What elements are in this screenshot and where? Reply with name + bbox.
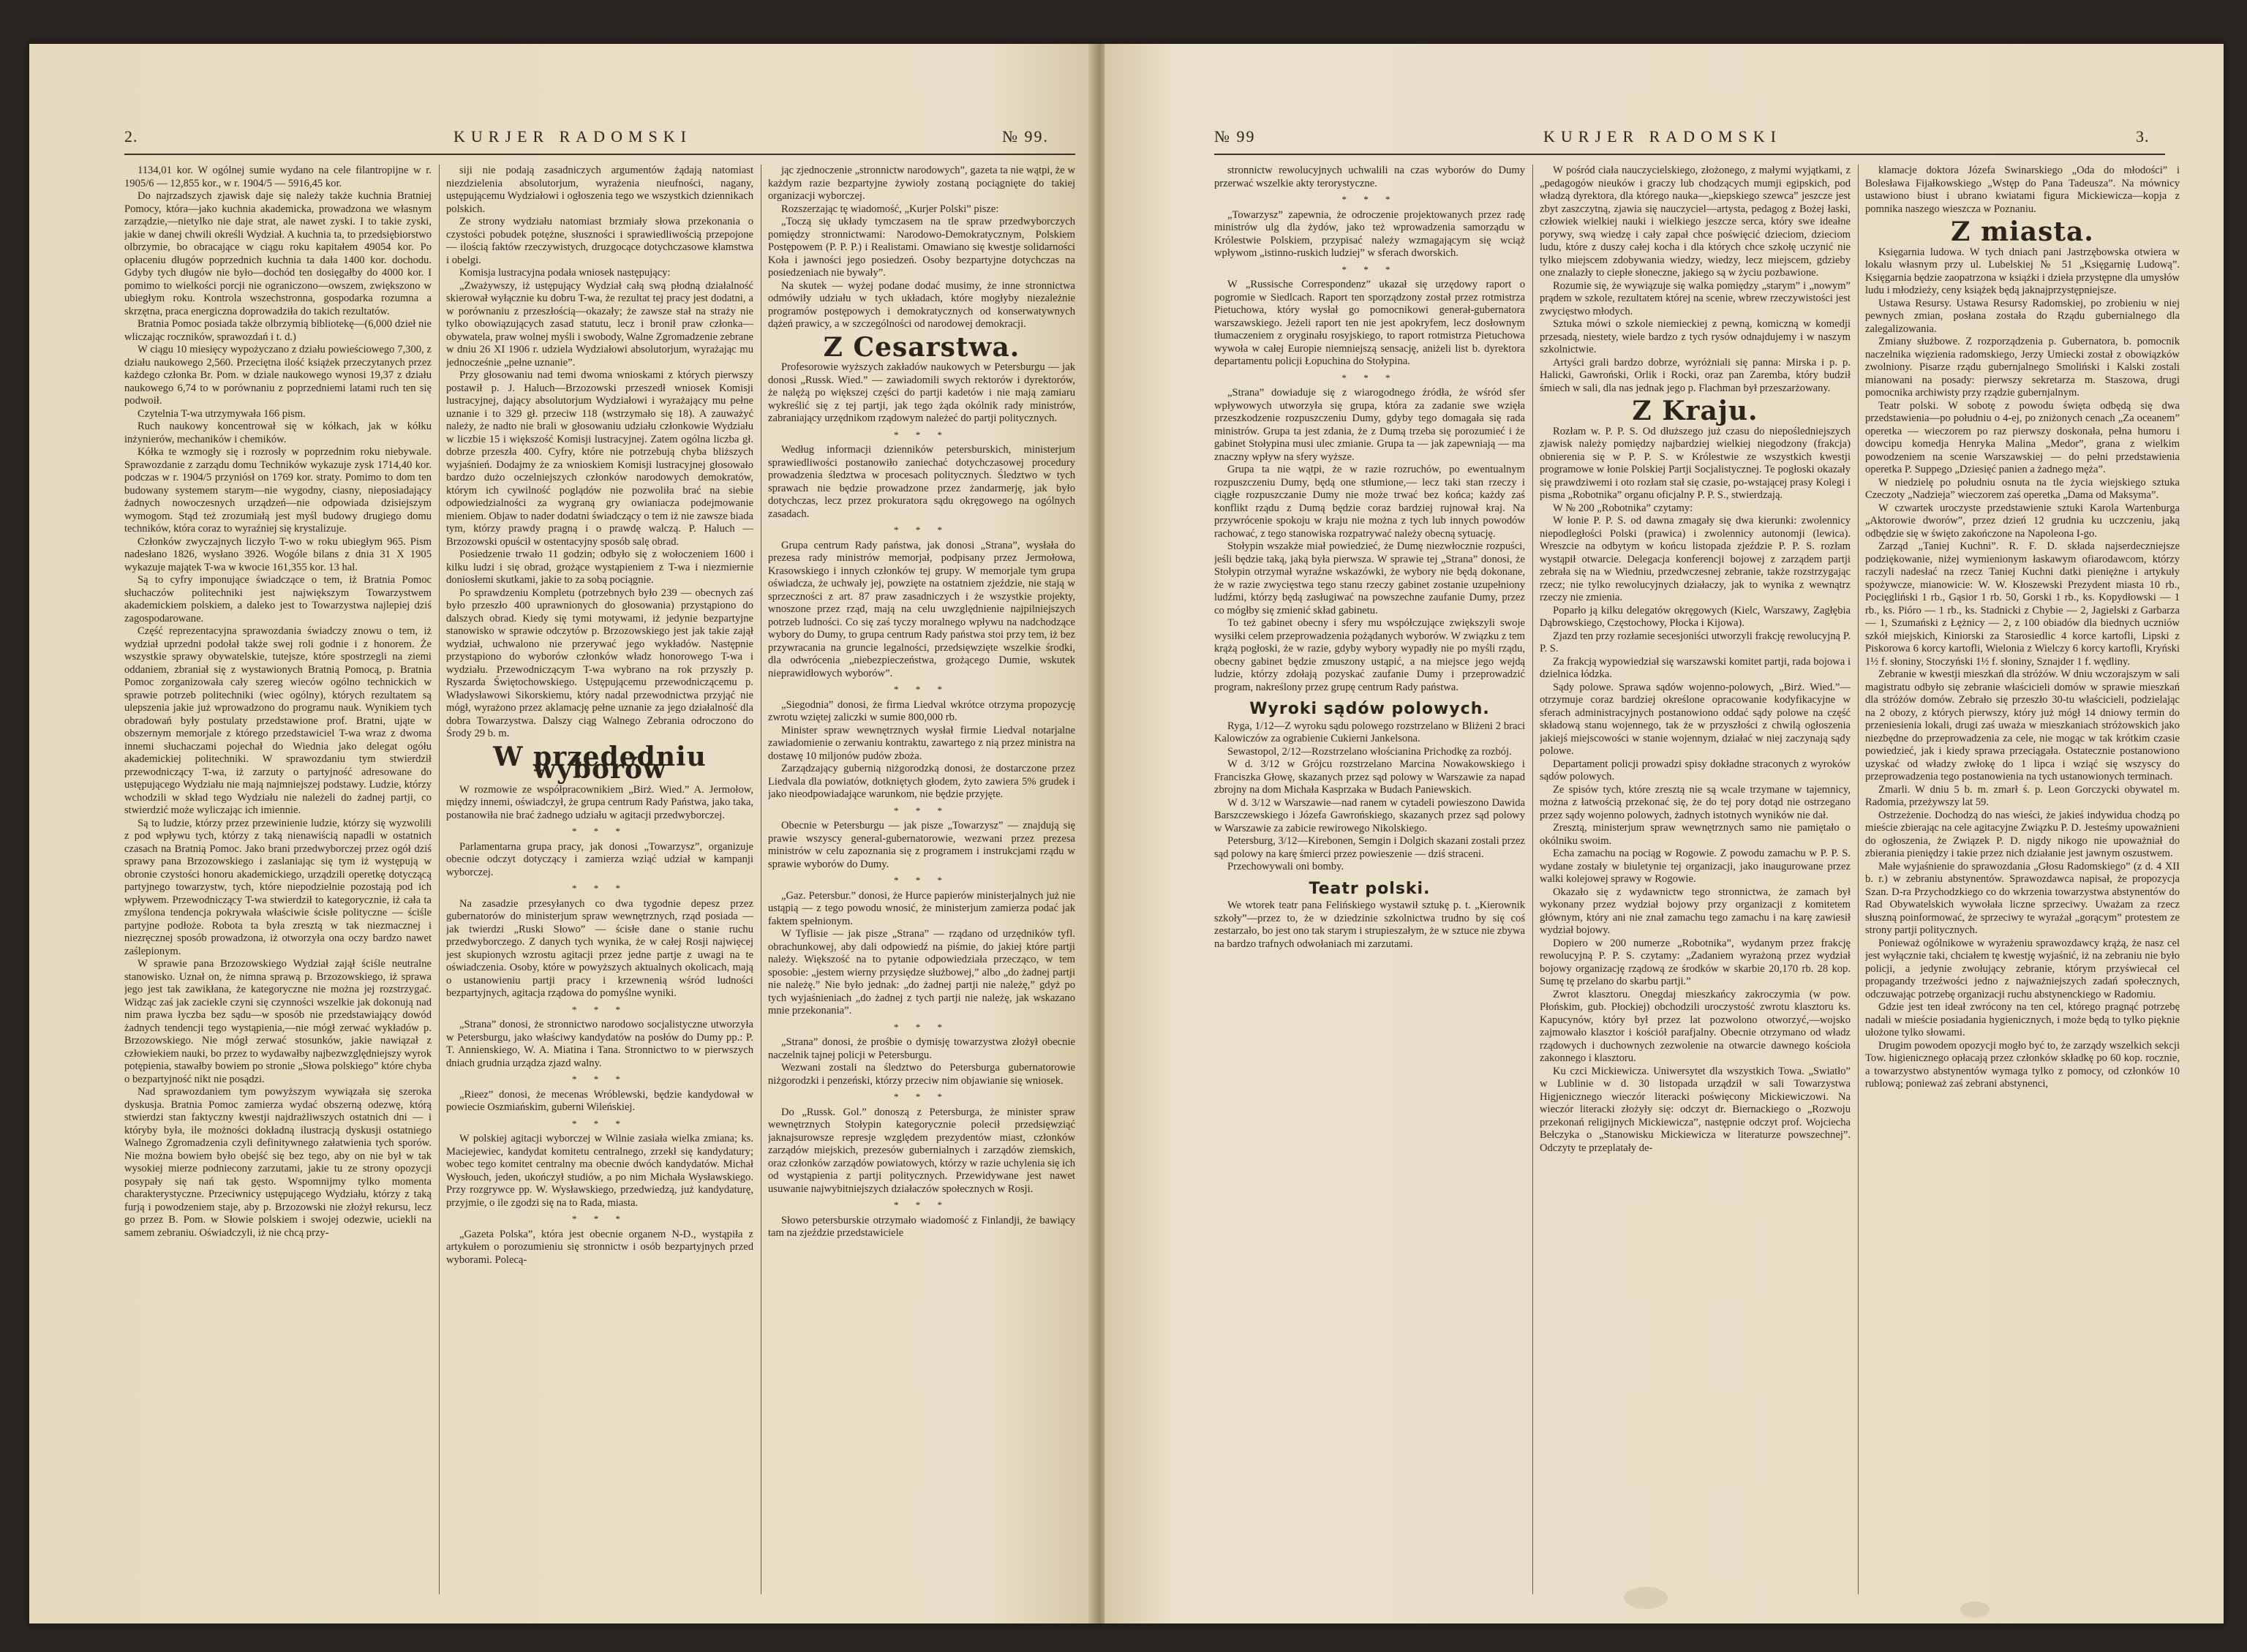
- issue-number: № 99: [1214, 127, 1256, 146]
- section-separator: * * *: [572, 1003, 628, 1015]
- article-paragraph: Profesorowie wyższych zakładów naukowych w Petersburgu — jak donosi „Russk. Wied.” — zawiadomili swych rektorów i dyrektorów, że nalężą po większej części do partji kadetów i nie mają zamiaru wykreślić się z tej partji, jak tego żąda okólnik rady ministrów, zabraniający urzędnikom rządowym należeć do partji politycznych.: [768, 361, 1075, 424]
- article-paragraph: Grupa ta nie wątpi, że w razie rozruchów, po ewentualnym rozpuszczeniu Dumy, będą one stłumione,— lecz taki stan rzeczy i ciągłe rozpuszczanie Dumy nie może trwać bez końca; każdy zaś konflikt rządu z Dumą będzie coraz bardziej rujnował kraj. Na przywrócenie spokoju w kraju nie można z tych lub innych powodów rachować, z tego stanowiska rozpatrywać należy obecną sytuację.: [1214, 464, 1525, 540]
- article-paragraph: „Gaz. Petersbur.” donosi, że Hurce papierów ministerjalnych już nie ustąpią — z tego powodu wnosić, że ministerjum zamierza podać jak faktem spełnionym.: [768, 889, 1075, 927]
- article-paragraph: W rozmowie ze współpracownikiem „Birż. Wied.” A. Jermołow, między innemi, oświadczył, że grupa centrum Rady Państwa, jako taka, postanowiła nie brać żadnego udziału w agitacji przedwyborczej.: [446, 783, 753, 821]
- article-paragraph: W łonie P. P. S. od dawna zmagały się dwa kierunki: zwolennicy niepodległości Polski (prawica) i zwolennicy autonomji (lewica). Wreszcie na odbytym w końcu listopada zjeździe P. P. S. rozłam wystąpił otwarcie. Delegacja konferencji bojowej z zarządem partji zebrała się na w Wiedniu, przedwczesnej zebranie, także rozstrzygając rzecz; nie tylko rewolucyjnych działaczy, jak to wynika z wewnątrz rzeczy nie zmienia.: [1540, 515, 1851, 603]
- article-paragraph: Sądy polowe. Sprawa sądów wojenno-polowych, „Birż. Wied.”—otrzymuje coraz bardziej określone opracowanie kodyfikacyjne w sferach administracyjnych postanowiono oddać sądy polowe na część składową stanu wojennego, tak że w przyszłości z chwilą ogłoszenia jakiejś miejscowości w stanie wojennym, działać w niej zaczynają sądy polowe.: [1540, 681, 1851, 757]
- article-paragraph: Przy głosowaniu nad temi dwoma wnioskami z których pierwszy postawił p. J. Haluch—Brzozowski przeszedł wniosek Komisji lustracyjnej, dający absolutorjum Wydziałowi i wyrażający mu pełne uznanie i to 329 gł. przeciw 118 (wstrzymało się 18). A zauważyć należy, że nadto nie brali w głosowaniu udziału członkowie Wydziału w liczbie 15 i większość Komisji lustracyjnej. Zatem ogólna liczba gł. dobrze przeszła 400. Cyfry, które nie potrzebują chyba bliższych wyjaśnień. Dodajmy że za wnioskiem Komisji lustracyjnej głosowało bardzo dużo oczelniejszych członków narodowych demokratów, którym ich cywilność poglądów nie pozwoliła brać na siebie odpowiedzialności za wygraną gry owianiacza podejmowanie mieniem. Objaw to nader dodatni świadczący o tem iż nie zawsze biada tym, którzy prawdy pragną i o prawdę walczą. P. Haluch — Brzozowski opuścił w ostentacyjny sposób salę obrad.: [446, 369, 753, 548]
- article-paragraph: „Siegodnia” donosi, że firma Liedval wkrótce otrzyma propozycję zwrotu wziętej zaliczki w sumie 800,000 rb.: [768, 698, 1075, 723]
- article-paragraph: W № 200 „Robotnika” czytamy:: [1553, 502, 1693, 514]
- article-paragraph: Ryga, 1/12—Z wyroku sądu polowego rozstrzelano w Bliżeni 2 braci Kalowiczów za ograbienie Cukierni Jankelsona.: [1214, 720, 1525, 744]
- article-paragraph: Dopiero w 200 numerze „Robotnika”, wydanym przez frakcję rewolucyjną P. P. S. czytamy: „Zadaniem wyrażoną przez wydział bojowy organizację rządową ze środków w skarbie 20,170 rb. 28 kop. Sumę tę przelano do skarbu partji.”: [1540, 937, 1851, 987]
- section-separator: * * *: [1341, 371, 1398, 383]
- column-rule: [1858, 165, 1859, 1594]
- article-paragraph: Minister spraw wewnętrznych wysłał firmie Liedval notarjalne zawiadomienie o zerwaniu kontraktu, zawartego z nią przez ministra na dostawę 10 miljonów pudów zboża.: [768, 724, 1075, 762]
- issue-number: № 99.: [1002, 127, 1049, 146]
- article-paragraph: Stołypin wszakże miał powiedzieć, że Dumę niezwłocznie rozpuści, jeśli będzie taką, jaką była pierwsza. W sprawie tej „Strana” donosi, że Stołypin otrzymał wyraźne wskazówki, że wybory nie będą dokonane, że w razie zwycięstwa tego stanu rzeczy gabinet zostanie uzupełniony ludźmi, którzy będą zasługiwać na powszechne zaufanie Dumy, przez co mógłby się zmienić skład gabinetu.: [1214, 540, 1525, 616]
- subsection-heading: Teatr polski.: [1309, 879, 1431, 898]
- article-paragraph: stronnictw rewolucyjnych uchwalili na czas wyborów do Dumy przerwać wszelkie akty terorystyczne.: [1214, 165, 1525, 189]
- article-paragraph: „Strana” dowiaduje się z wiarogodnego źródła, że wśród sfer wpływowych utworzyła się grupa, która za zadanie swe wzięła przeszkodzenie rozpuszczeniu Dumy, gdyby tego domagała się rada ministrów. Grupa ta jest zdania, że z Dumą trzeba się porozumieć i że gabinet Stołypina musi ulec zmianie. Grupa ta — jak zapewniają — ma znaczny wpływ na sfery wyższe.: [1214, 387, 1525, 463]
- section-separator: * * *: [572, 1074, 628, 1085]
- article-paragraph: „Strana” donosi, że prośbie o dymisję towarzystwa złożył obecnie naczelnik tajnej policji w Petersburgu.: [768, 1036, 1075, 1061]
- left-column-1: [124, 165, 432, 1594]
- article-paragraph: Zjazd ten przy rozłamie secesjoniści utworzyli frakcję rewolucyjną P. P. S.: [1540, 630, 1851, 655]
- article-paragraph: Komisja lustracyjna podała wniosek następujący:: [459, 267, 671, 279]
- masthead: KURJER RADOMSKI: [1543, 127, 1782, 146]
- subsection-heading: Wyroki sądów polowych.: [1249, 700, 1490, 718]
- article-paragraph: Zwrot klasztoru. Onegdaj mieszkańcy zakroczymia (w pow. Płońskim, gub. Płockiej) obchodzili uroczystość zwrotu klasztoru ks. Kapucynów, który był przez lat pozwolono otworzyć,—wojsko zajmowało klasztor i kościół parafjalny. Obecnie otrzymano od władz rządowych i duchownych zezwolenie na otwarcie dawnego kościoła zakonnego i klasztoru.: [1540, 988, 1851, 1064]
- article-paragraph: Na skutek — wyżej podane dodać musimy, że inne stronnictwa odmówiły udziału w tych układach, które mogłyby niezależnie programów postępowych i demokratycznych od konserwatywnych dążeń prawicy, a w szczególności od narodowej demokracji.: [768, 279, 1075, 330]
- article-paragraph: Ostrzeżenie. Dochodzą do nas wieści, że jakieś indywidua chodzą po mieście zbierając na cele agitacyjne Związku P. D. Jesteśmy upoważnieni do ogłoszenia, że Związek P. D. nigdy nikogo nie upoważniał do zbierania pieniędzy i takie przez nich działanie jest jawnym oszustwem.: [1865, 809, 2180, 859]
- article-paragraph: W pośród ciała nauczycielskiego, złożonego, z małymi wyjątkami, z „pedagogów nieuków i graczy lub chodzących mumji egipskich, pod władzą dyrektora, dla którego nauka—„kiepskiego szewca” jeszcze jest zbyt zaszczytną, zjawia się nauczyciel—artysta, pedagog z Bożej łaski, człowiek wielkiej nauki i wielkiego jeszcze serca, który swe ideałne porywy, swą wiedzę i cały zapał chce poświęcić dzieciom, dzieciom ludu, które z duszy całej kocha i dla których chce szkołę uczynić nie tylko miejscem zdobywania wiedzy, wiedzy, lecz miejscem, gdzieby one znalazły to ciepłe słoneczne, jakiego są w życiu pozbawione.: [1540, 165, 1851, 279]
- article-paragraph: We wtorek teatr pana Felińskiego wystawił sztukę p. t. „Kierownik szkoły”—przez to, że w dziedzinie szkolnictwa trudno by się coś zestarzało, bo jest ono tak starym i strupieszałym, że w sztuce nie zbywa na bardzo trafnych odwołaniach mi zarzutami.: [1214, 899, 1525, 950]
- article-paragraph: Słowo petersburskie otrzymało wiadomość z Finlandji, że bawiący tam na zjeździe przedstawiciele: [768, 1214, 1075, 1239]
- article-paragraph: W ciągu 10 miesięcy wypożyczano z działu powieściowego 7,300, z działu naukowego 2,560. Przeciętna ilość książek przeczytanych przez każdego członka Br. Pom. w dziale naukowego wynosi 19,37 z działu naukowego 6,74 to w porównaniu z poprzedniemi latami ruch ten się podwoił.: [124, 344, 432, 407]
- section-heading: W przededniu wyborów: [493, 741, 707, 785]
- section-separator: * * *: [894, 1021, 949, 1033]
- article-paragraph: Kółka te wzmogły się i rozrosły w poprzednim roku niebywale. Sprawozdanie z zarządu domu Techników wykazuje zysk 1714,40 kor. podczas w r. 1904/5 przyniósł on 1769 kor. straty. Pomimo to dom ten budowany systemem starym—nie wygodny, ciasny, nieposiadający żadnych nowoczesnych urządzeń—nie odpowiada dzisiejszym wymogom. Stąd też zrozumiałą jest myśl budowy drugiego domu techników, która coraz to wyraźniej się krystalizuje.: [124, 446, 432, 535]
- article-paragraph: Według informacji dzienników petersburskich, ministerjum sprawiedliwości postanowiło zaniechać dotychczasowej procedury prowadzenia śledztwa w procesach politycznych. Śledztwo w tych sprawach nie będzie prowadzone przez żandarmerję, jak było dotychczas, lecz przez prokuratora sądu okręgowego na ogólnych zasadach.: [768, 444, 1075, 520]
- section-heading: Z Cesarstwa.: [823, 331, 1020, 363]
- article-paragraph: Bratnia Pomoc posiada także olbrzymią bibliotekę—(6,000 dzieł nie wliczając roczników, sprawozdań i t. d.): [124, 318, 432, 343]
- article-paragraph: Do najrzadszych zjawisk daje się należy także kuchnia Bratniej Pomocy, która—jako kuchnia akademicka, prowadzona we własnym zarządzie,—nietylko nie daje strat, ale nawet zyski. I to takie zyski, jakie w danej chwili określi Wydział. A kuchnia ta, to przedsiębiorstwo olbrzymie, bo obracające w ciągu roku kapitałem 49054 kor. Po opłaceniu długów poprzednich kuchnia ta dała 1400 kor. dochodu. Gdyby tych długów nie było—dochód ten dosięgałby do 4000 kor. I pomimo to wielkości porcji nie ograniczono—owszem, zwiększono w ubiegłym roku. Kontrola wszechstronna, gospodarka rozumna a skrzętna, praca energiczna doprowadziła do takich rezultatów.: [124, 190, 432, 317]
- section-separator: * * *: [572, 1117, 628, 1129]
- article-paragraph: W polskiej agitacji wyborczej w Wilnie zasiała wielka zmiana; ks. Maciejewiec, kandydat komitetu centralnego, zrzekł się kandydatury; wobec tego komitet centralny ma obecnie dwóch kandydatów. Michał Wysłouch, jeden, ukończył studiów, a po nim Michała Wysławskiego. Przy rozgrywce pp. W. Wysławskiego, przedwiedzą, już kandydaturę, przyjmie, o ile zgodzi się na to Rada, miasta.: [446, 1133, 753, 1209]
- article-paragraph: W d. 3/12 w Grójcu rozstrzelano Marcina Nowakowskiego i Franciszka Głowę, skazanych przez sąd polowy w Warszawie za napad zbrojny na dom Michała Kasprzaka w Budach Paniewskich.: [1214, 758, 1525, 796]
- section-heading: Z miasta.: [1951, 216, 2094, 247]
- article-paragraph: Ze spisów tych, które zresztą nie są wcale trzymane w tajemnicy, można z łatwością przekonać się, że do tej pory dotąd nie ostrzegano przez sądy wojenno polowych, żadnych istotnych wyników nie dał.: [1540, 783, 1851, 821]
- right-page-header: [1214, 124, 2165, 155]
- article-paragraph: W sprawie pana Brzozowskiego Wydział zajął ściśle neutralne stanowisko. Uznał on, że nimna sprawą p. Brzozowskiego, iż sprawa jego jest tak zawikłana, że kategoryczne nie można jej rozstrzygać. Widząc zaś jak zaciekle czyni się czynności wszelkie jak dokonują nad nim prawa łyczba bez sądu—w sposób nie przedstawiający dowód żadnych tendencji tego wystąpienia,—nie mógł zerwać wykładów p. Brzozowskiego. Nie mógł zerwać stosunków, jakie nawiązał z człowiekiem nauki, bo przez to wydawałby najbezwzględniejszy wyrok potępienia, stawałby bowiem po stronie „Słowa polskiego” które chyba o bezpartyjność nikt nie posądzi.: [124, 958, 432, 1085]
- article-paragraph: Za frakcją wypowiedział się warszawski komitet partji, rada bojowa i dzielnica łódzka.: [1540, 655, 1851, 680]
- section-separator: * * *: [894, 684, 949, 695]
- newspaper-spread: [29, 44, 2224, 1623]
- article-paragraph: Departament policji prowadzi spisy dokładne straconych z wyroków sądów polowych.: [1540, 758, 1851, 782]
- article-paragraph: Zebranie w kwestji mieszkań dla stróżów. W dniu wczorajszym w sali magistratu odbyło się zebranie właścicieli domów w sprawie mieszkań dla stróżów domów. Zebrało się przeszło 30-tu właścicieli, podzielając na 2 obozy, z których pierwszy, który już mógł 14 dniowy termin do przeniesienia lokali, drugi zaś uważa w mieszkaniach stróżowskich jako niezbędne do przeprowadzenia za cele, nie mogąc w tak krótkim czasie powiedzieć, jak i kiedy sprawa przeciągała. Ostatecznie postanowiono uzyskać od władzy zwłokę do 1 lipca i wziąć się wszyscy do przeprowadzenia tego postanowienia na tych ustanowionych terminach.: [1865, 668, 2180, 782]
- column-rule: [1532, 165, 1533, 1594]
- article-paragraph: Echa zamachu na pociąg w Rogowie. Z powodu zamachu w P. P. S. wydane zostały w biuletynie tej organizacji, jako inaugurowane przez walki kolejowej sprawy w Rogowie.: [1540, 848, 1851, 885]
- article-paragraph: Małe wyjaśnienie do sprawozdania „Głosu Radomskiego” (z d. 4 XII b. r.) w zebraniu abstynentów. Sprawozdawca napisał, że propozycja Szan. D-ra Przychodzkiego co do wkrzenia towarzystwa abstynentów do Rad Obywatelskich wywołała liczne sprzeciwy. Uważam za rzecz słuszną poinformować, że sprzeciwy te wyrażał „gorącym” protestem ze strony partji politycznych.: [1865, 860, 2180, 936]
- article-paragraph: Nad sprawozdaniem tym powyższym wywiązała się szeroka dyskusja. Bratnia Pomoc zamierza wydać obszerną odezwę, którą stwierdzi stan faktyczny kwestji najdrażliwszych ostatnich dni — i któryby była, ile możności dokładną ilustracją dyskusji ostatniego Walnego Zgromadzenia czyli definitywnego załatwienia tych sporów. Nie można bowiem było obejść się bez tego, aby on nie był w tak wysokiej mierze podniecony zarzutami, jakie tu ze strony opozycji posypały się nań tak gęsto. Wspomnijmy tylko momenta charakterystyczne. Przeciwnicy ustępującego Wydziału, którzy z taką furją i powodzeniem staje, aby p. Brzozowski nie złożył rekursu, lecz go przez B. Pom. w Słowie polskiem i swojej odezwie, uciekli na samem zebraniu. Oświadczyli, iż nie chcą przy-: [124, 1086, 432, 1239]
- article-paragraph: Zarząd „Taniej Kuchni”. R. F. D. składa najserdeczniejsze podziękowanie, niżej wymienionym łaskawym ofiarodawcom, którzy raczyli nadesłać na rzecz Taniej Kuchni datki pieniężne i artykuły spożywcze, mianowicie: W. W. Kłoszewski Prezydent miasta 10 rb., Pocięgliński 1 rb., Gąsior 1 rb. 50, Gorski 1 rb., ks. Kopydłowski — 1 rb., ks. Pióro — 1 rb., ks. Stadnicki z Chybie — 2, Jagielski z Garbarza — 1, Szumański z Łężnicy — 2, z 100 obiadów dla biednych uczniów szkół miejskich, Kiniorski za Starosiedlic 4 korce kartofli, Lipski z Piskorowa 6 korcy kartofli, Wielonia z Wielczy 6 korcy kartofli, Kryński 1½ f. słoniny, Stoczyński 1½ f. słoniny, Sznajder 1 f. wędliny.: [1865, 540, 2180, 668]
- article-paragraph: Wezwani zostali na śledztwo do Petersburga gubernatorowie niżgorodzki i penzeński, którzy przeciw nim objawianie się wniosek.: [768, 1062, 1075, 1087]
- section-separator: * * *: [894, 429, 949, 440]
- article-paragraph: Na zasadzie przesyłanych co dwa tygodnie depesz przez gubernatorów do ministerjum spraw wewnętrznych, rząd posiada — jak twierdzi „Ruski Słowo” — ścisłe dane o stanie ruchu przedwyborczego. Z danych tych wynika, że w całej Rosji najwięcej jest skupionych wzrostu agitacji przez jedne partje z uwagi na te oświadczenia. Osoby, które w powyższych aktualnych okolicach, mają o ustanowieniu partji pracy i krzewnenią wśród ludności bezpartyjnych, agitacja rządowa do pomyślne wyniki.: [446, 897, 753, 999]
- masthead: KURJER RADOMSKI: [453, 127, 692, 146]
- article-paragraph: „Toczą się układy tymczasem na tle spraw przedwyborczych pomiędzy stronnictwami: Narodowo-Demokratycznym, Polskiem Postępowem (P. P. P.) i Realistami. Omawiano się kwestje solidarności Koła i jawności jego posiedzeń. Osoby bezpartyjne dotychczas na posiedzeniach nie bywały”.: [768, 216, 1075, 279]
- section-separator: * * *: [572, 826, 628, 837]
- article-paragraph: Księgarnia ludowa. W tych dniach pani Jastrzębowska otwiera w lokalu własnym przy ul. Lubelskiej № 51 „Księgarnię Ludową”. Księgarnia będzie zaopatrzona w książki i dzieła przystępne dla umysłów ludu i młodzieży, ceny książek będą jaknajprzystępniejsze.: [1865, 246, 2180, 296]
- section-separator: * * *: [894, 1091, 949, 1102]
- article-paragraph: Czytelnia T-wa utrzymywała 166 pism.: [138, 407, 306, 420]
- article-paragraph: W Tyflisie — jak pisze „Strana” — rządano od urzędników tyfl. obrachunkowej, aby dali odpowiedź na piśmie, do jakiej które partji należy. Większość na to pytanie odpowiedziała przecząco, w tem sposobie: „jestem wierny przysiędze służbowej,” albo „do żadnej partji nie należę.” Nie było jednak: „do żadnej partji nie należę,” gdyż po tych wyjaśnieniach „do żadnej z tych partji nie należę, jak wskazano mnie przekonania”.: [768, 928, 1075, 1017]
- section-separator: * * *: [572, 1213, 628, 1224]
- section-separator: * * *: [894, 804, 949, 816]
- paper-stain: [1624, 1587, 1668, 1609]
- article-paragraph: To też gabinet obecny i sfery mu współczujące zwiększyli swoje wysiłki celem przeprowadzenia pożądanych wyborów. W związku z tem krążą pogłoski, że w razie, gdyby wybory wypadły nie po myśli rządu, obecny gabinet będzie zmuszony ustąpić, a na miejsce jego wejdą ludzie, którzy zdołają pozyskać zaufanie Dumy i przeprowadzić program, nakreślony przez grupę centrum Rady państwa.: [1214, 617, 1525, 693]
- article-paragraph: Poparło ją kilku delegatów okręgowych (Kielc, Warszawy, Zagłębia Dąbrowskiego, Częstochowy, Płocka i Kijowa).: [1540, 604, 1851, 629]
- article-paragraph: Zarządzający gubernią niżgorodzką donosi, że dostarczone przez Liedvala dla powiatów, dotkniętych głodem, żyto zawiera 5% grudek i jako nieodpowiadające warunkom, nie będzie przyjęte.: [768, 763, 1075, 800]
- article-paragraph: Artyści grali bardzo dobrze, wyróżniali się panna: Mirska i p. p. Halicki, Gawroński, Orlik i Rocki, oraz pan Zaremba, który budził śmiech w sali, dla nas jednak jego p. Flachman był przeszarżowany.: [1540, 356, 1851, 394]
- article-paragraph: Zresztą, ministerjum spraw wewnętrznych samo nie pamiętało o okólniku swoim.: [1540, 822, 1851, 847]
- article-paragraph: „Rieez” donosi, że mecenas Wróblewski, będzie kandydował w powiecie Oszmiańskim, guberni Wileńskiej.: [446, 1088, 753, 1113]
- article-paragraph: „Zważywszy, iż ustępujący Wydział całą swą płodną działalność skierował wyłącznie ku dobru T-wa, że rezultat tej pracy jest dodatni, a w porównaniu z przeszłością—okazały; że zawsze stał na straży nie tylko obowiązujących zasad statutu, lecz i bronił praw członka—obywatela, praw wolnej myśli i swobody, Walne Zgromadzenie zebrane w dniu 26 XI 1906 r. udziela Wydziałowi absolutorjum, wyrażając mu jednocześnie „pełne uznanie”.: [446, 279, 753, 369]
- article-paragraph: Okazało się z wydawnictw tego stronnictwa, że zamach był wykonany przez wydział bojowy przy organizacji z komitetem głównym, który ani nie znał zamachu tego zamachu i na karę zawiesił wydział bojowy.: [1540, 886, 1851, 936]
- page-number: 3.: [2136, 127, 2150, 146]
- page-number: 2.: [124, 127, 138, 146]
- article-paragraph: „Towarzysz” zapewnia, że odroczenie projektowanych przez radę ministrów ulg dla żydów, jako też wprowadzenia samorządu w Królestwie Polskiem, przypisać należy wzmagającym się wciąż wpływom „istinno-ruskich ludziej” w sferach dworskich.: [1214, 208, 1525, 259]
- article-paragraph: Są to cyfry imponujące świadczące o tem, iż Bratnia Pomoc słuchaczów politechniki jest największym Towarzystwem akademickiem polskiem, a daleko jest to Towarzystwa najlepiej dziś zagospodarowane.: [124, 574, 432, 625]
- section-separator: * * *: [1341, 263, 1398, 275]
- section-separator: * * *: [894, 875, 949, 886]
- article-paragraph: 1134,01 kor. W ogólnej sumie wydano na cele filantropijne w r. 1905/6 — 12,855 kor., w r. 1904/5 — 5916,45 kor.: [124, 165, 432, 189]
- article-paragraph: Parlamentarna grupa pracy, jak donosi „Towarzysz”, organizuje obecnie odczyt dotyczący i zamierza wziąć udział w kampanji wyborczej.: [446, 840, 753, 878]
- article-paragraph: W niedzielę po południu osnuta na tle życia wiejskiego sztuka Czeczoty „Nadzieja” wieczorem zaś operetka „Dama od Maksyma”.: [1865, 476, 2180, 501]
- right-column-1: [1214, 165, 1525, 1594]
- article-paragraph: Sewastopol, 2/12—Rozstrzelano włościanina Prichodkę za rozbój.: [1227, 745, 1512, 758]
- section-separator: * * *: [1341, 194, 1398, 205]
- article-paragraph: Teatr polski. W sobotę z powodu święta odbędą się dwa przedstawienia—po południu o 4-ej, po zniżonych cenach „Za oceanem” operetka — wieczorem po raz pierwszy doskonała, pełna humoru i dowcipu komedja Henryka Malina „Medor”, grana z wielkim powodzeniem na scenie Warszawskiej — do pełni przedstawienia operetka P. Suppego „Dziesięć panien a żadnego męża”.: [1865, 399, 2180, 475]
- article-paragraph: Przechowywali oni bomby.: [1227, 861, 1344, 872]
- article-paragraph: Część reprezentacyjna sprawozdania świadczy znowu o tem, iż wydział uprzedni podołał także swej roli godnie i z honorem. Że wszystkie sprawy obywatelskie, tutejsze, które spostrzegli na ziemi oddaniem, zbraniał się z wystawionych Bratnią Pomocą, p. Bratnia Pomoc zorganizowała cały szereg wieców ogólno technickich w sprawie potrzeb politechniki (wiec ogólny), których rezultatem są ulepszenia jakie już wprowadzono do programu nauk. Wynikiem tych obradowań były postulaty przedstawione prof. Bratni, ująte w obszernym memorjale z którego przedstawiciel T-wa wraz z dwoma innemi słuchaczami pojechał do Wiednia jako delegat ogółu akademickiej politechniki. W sprawozdaniu tym stwierdził przewodniczący T-wa, iż zarzuty o partyjność adresowane do ustępującego Wydziału nie mają najmniejszej podstawy. Ludzie, którzy wchodzili w skład tego Wydziału nie należeli do żadnej partji, co stwierdzić może wyliczając ich imiennie.: [124, 625, 432, 816]
- column-rule: [439, 165, 440, 1594]
- section-separator: * * *: [894, 1199, 949, 1210]
- article-paragraph: „Gazeta Polska”, która jest obecnie organem N-D., wystąpiła z artykułem o porozumieniu się stronnictw i osób bezpartyjnych przed wyborami. Polecą-: [446, 1228, 753, 1266]
- article-paragraph: Posiedzenie trwało 11 godzin; odbyło się z wołoczeniem 1600 i kilku ludzi i się obrad, grożące wystąpieniem z T-wa i niezmiernie doniosłemi skutkami, jakie to za sobą pociągnie.: [446, 548, 753, 586]
- article-paragraph: Gdzie jest ten ideał zwrócony na ten cel, którego pragnąć potrzebę nadali w mieście posiadania hygienicznych, i może będą to tylko pięknie ułożone tylko słowami.: [1865, 1001, 2180, 1038]
- article-paragraph: Ustawa Resursy. Ustawa Resursy Radomskiej, po zrobieniu w niej pewnych zmian, posłana została do Rządu gubernialnego dla zalegalizowania.: [1865, 297, 2180, 335]
- paper-stain: [1960, 1602, 1990, 1618]
- article-paragraph: Rozszerzając tę wiadomość, „Kurjer Polski” pisze:: [781, 203, 999, 215]
- article-paragraph: Ruch naukowy koncentrował się w kółkach, jak w kółku inżynierów, mechaników i chemików.: [124, 420, 432, 445]
- article-paragraph: Do „Russk. Gol.” donoszą z Petersburga, że minister spraw wewnętrznych Stołypin kategorycznie polecił przedsięwziąć jaknajsurowsze represje względem prezydentów miast, członków zarządów miejskich, prezesów gubernialnych i zarządów ziemskich, oraz członków zarządów powiatowych, którzy w razie uchylenia się ich od wystąpienia z partji politycznych. Przewidywane jest nawet usuwanie najwybitniejszych działaczów społecznych w Rosji.: [768, 1106, 1075, 1195]
- article-paragraph: „Strana” donosi, że stronnictwo narodowo socjalistyczne utworzyła w Petersburgu, jako właściwy kandydatów na posłów do Dumy pp.: P. T. Annienskiego, W. A. Miatina i Tana. Stronnictwo to w pierwszych dniach grudnia urządza zjazd walny.: [446, 1019, 753, 1069]
- section-separator: * * *: [894, 524, 949, 535]
- article-paragraph: Obecnie w Petersburgu — jak pisze „Towarzysz” — znajdują się prawie wszyscy general-gubernatorowie, wezwani przez prezesa ministrów w celu zapoznania się z programem i instrukcjami rządu w sprawie wyborów do Dumy.: [768, 820, 1075, 870]
- left-column-2: [446, 165, 753, 1594]
- article-paragraph: Zmiany służbowe. Z rozporządzenia p. Gubernatora, b. pomocnik naczelnika więzienia radomskiego, Jerzy Umiecki został z obowiązków zwolniony. Pisarze rządu gubernjalnego Smoliński i Kalski zostali mianowani na posady: pierwszy sekretarza m. Staszowa, drugi pomocnika archiwisty przy rządzie gubernjalnym.: [1865, 336, 2180, 399]
- article-paragraph: Drugim powodem opozycji mogło być to, że zarządy wszelkich sekcji Tow. higienicznego opłacają przez członków składkę po 60 kop. rocznie, a towarzystwo abstynentów wymaga tylko z pomocy, od członków 10 rublową; ponieważ zaś zebrani abstynenci,: [1865, 1039, 2180, 1090]
- article-paragraph: Rozumie się, że wywiązuje się walka pomiędzy „starym” i „nowym” prądem w szkole, rezultatem której na scenie, wbrew rzeczywistości jest zwycięstwo młodych.: [1540, 279, 1851, 317]
- article-paragraph: W „Russische Correspondenz” ukazał się urzędowy raport o pogromie w Siedlcach. Raport ten sporządzony został przez rotmistrza Pietuchowa, który wysłał go pomocnikowi generał-gubernatora warszawskiego. Jeżeli raport ten nie jest apokryfem, lecz dosłownym tłumaczeniem z oryginału rosyjskiego, to raport rotmistrza Pietuchowa wywoła w całej Europie niemniejszą sensację, aniżeli list b. dyrektora departamentu policji Łopuchina do Stołypina.: [1214, 279, 1525, 367]
- article-paragraph: jąc zjednoczenie „stronnictw narodowych”, gazeta ta nie wątpi, że w każdym razie bezpartyjne żywioły zostaną pociągnięte do takiej organizacji wyborczej.: [768, 165, 1075, 202]
- right-column-2: [1540, 165, 1851, 1594]
- article-paragraph: Ze strony wydziału natomiast brzmiały słowa przekonania o czystości pobudek potężne, słuszności i sprawiedliwością przepojone — ilością faktów rzeczywistych, druzgocące dotychczasowe kłamstwa i obelgi.: [446, 216, 753, 266]
- article-paragraph: W d. 3/12 w Warszawie—nad ranem w cytadeli powieszono Dawida Barszczewskiego i Józefa Gawrońskiego, skazanych przez sąd polowy w Warszawie za zabicie rewirowego Nikolskiego.: [1214, 796, 1525, 834]
- article-paragraph: Sztuka mówi o szkole niemieckiej z pewną, komiczną w komedji przesadą, niestety, wiele bardzo z tych rysów odnajdujemy i w naszym szkolnictwie.: [1540, 318, 1851, 355]
- article-paragraph: Członków zwyczajnych liczyło T-wo w roku ubiegłym 965. Pism nadesłano 1826, wysłano 3926. Wogóle bilans z dnia 31 X 1905 wykazuje majątek T-wa w kwocie 161,355 kor. 13 hal.: [124, 535, 432, 573]
- right-page: [1104, 44, 2224, 1623]
- article-paragraph: Ponieważ ogólnikowe w wyrażeniu sprawozdawcy krążą, że nasz cel jest wyłącznie taki, chciałem tę kwestję wyjaśnić, iż na zebraniu nie było policji, a jedynie zwołujący zebranie, którym przyświecał cel propagandy trzeźwości jedno z najważniejszych zadań społecznych, odczuwając potrzebę organizacji ruchu abstynenckiego w Radomiu.: [1865, 937, 2180, 1000]
- section-separator: * * *: [572, 883, 628, 894]
- left-column-3: [768, 165, 1075, 1594]
- right-column-3: [1865, 165, 2180, 1594]
- article-paragraph: Po sprawdzeniu Kompletu (potrzebnych było 239 — obecnych zaś było przeszło 400 uprawnionych do głosowania) przystąpiono do dalszych obrad. Kiedy się tymi motywami, iż jedynie bezpartyjne stanowisko w sprawie odczytów p. Brzozowskiego jest jak takie zajął wydział, uchwalono nie przerywać jego wykładów. Następnie przystąpiono do wyborów członków władz honorowego T-wa i wydziału. Przewodniczącym T-wa wybrano na rok przyszły p. Ryszarda Świętochowskiego. Ustępującemu przewodniczącemu p. Władysławowi Sikorskiemu, który nadal przewodnictwa przyjąć nie mógł, wyrażono przez aklamację pełne uznanie za jego działalność dla dobra Towarzystwa. Dalszy ciąg Walnego Zebrania odroczono do Środy 29 b. m.: [446, 587, 753, 739]
- left-page: [29, 44, 1094, 1623]
- article-paragraph: Grupa centrum Rady państwa, jak donosi „Strana”, wysłała do prezesa rady ministrów memorjał, podpisany przez Jermołowa, Krasowskiego i innych członków tej grupy. W memorjale tym grupa oświadcza, że uchwały jej, powzięte na ostatniem zjeździe, nie stają w sprzeczności z art. 87 praw zasadniczych i że wszystkie projekty, wnoszone przez rząd, mają na celu uwzględnienie najpilniejszych potrzeb ludności. Co się zaś tyczy moralnego wpływu na nadchodzące wybory do Dumy, to grupa centrum Rady państwa stoi przy tem, iż bez przywracania na gruncie legalności, przedsięwzięte wszelkie środki, dla odwrócenia „niebezpieczeństwa, grożącego Dumie, wskutek nieprawidłowych wyborów”.: [768, 539, 1075, 679]
- left-page-header: [124, 124, 1075, 155]
- article-paragraph: siji nie podają zasadniczych argumentów żądają natomiast niezdzielenia absolutorjum, wyrażenia nieufności, nagany, ustępującemu Wydziałowi i ogłoszenia tego we wszystkich dziennikach polskich.: [446, 165, 753, 215]
- article-paragraph: Petersburg, 3/12—Kirebonen, Semgin i Dolgich skazani zostali przez sąd polowy na karę śmierci przez powieszenie — dziś straceni.: [1214, 835, 1525, 860]
- article-paragraph: W czwartek uroczyste przedstawienie sztuki Karola Wartenburga „Aktorowie dworów”, przez dzień 12 grudnia ku uczczeniu, jaką odbędzie się w święto zakończone na Napoleona I-go.: [1865, 502, 2180, 540]
- article-paragraph: Ku czci Mickiewicza. Uniwersytet dla wszystkich Towa. „Swiatło” w Lublinie w d. 30 listopada urządził w sali Towarzystwa Higjenicznego wieczór literacki poświęcony Mickiewiczowi. Na wieczór literacki złożyły się: odczyt dr. Biernackiego o „Rozwoju przekonań religijnych Mickiewicza”, następnie odczyt prof. Wojciecha Bełczyka o „Stanowisku Mickiewicza w literaturze powszechnej”. Odczyty te przeplatały de-: [1540, 1065, 1851, 1154]
- article-paragraph: klamacje doktora Józefa Swinarskiego „Oda do młodości” i Bolesława Fijałkowskiego „Wstęp do Pana Tadeusza”. Na mównicy ustawiono biust i ubrano kwiatami figura Mickiewicza—kopja z pomnika naszego wieszcza w Poznaniu.: [1865, 165, 2180, 215]
- article-paragraph: Są to ludzie, którzy przez przewinienie ludzie, którzy się wyzwolili z pod wpływu tych, którzy z taką nienawiścią napadli w ostatnich czasach na Bratnią Pomoc. Jako brani przedwyborczej przez ogół dziś sprawy pana Brzozowskiego i zaslaniając się tym iż występują w obronie czystości honoru akademickiego, urządzili operetkę dotyczącą partyjnego towarzystw, tych, które niepodzielnie pozostają pod ich wpływem. Przewodniczący T-wa stwierdził to kategorycznie, iż cała ta zmyślona tendencja pokrywała właściwie ścisłe polityczne — ściśle partyjne podłoże. Robota ta była zresztą w tak niezmacznej i niezręcznej sposób prowadzona, iż otworzyła ona oczy bardzo nawet zaślepionym.: [124, 817, 432, 957]
- section-heading: Z Kraju.: [1632, 396, 1758, 426]
- article-paragraph: Rozłam w. P. P. S. Od dłuższego już czasu do niepośledniejszych zjawisk należy pomiędzy najbardziej wielkiej niegodzony (frakcja) obnierenia się w P. P. S. w Królestwie ze wszystkich kwestji programowe w łonie Polskiej Partji Socjalistycznej. Te pogłoski okazały się prawdziwemi i oto rozłam stał się czasie, po-wstającej prasy Kolegi i pisma „Robotnika” organu oficjalny P. P. S., stwierdzają.: [1540, 425, 1851, 501]
- article-paragraph: Zmarli. W dniu 5 b. m. zmarł ś. p. Leon Gorczycki obywatel m. Radomia, przeżywszy lat 59.: [1865, 783, 2180, 808]
